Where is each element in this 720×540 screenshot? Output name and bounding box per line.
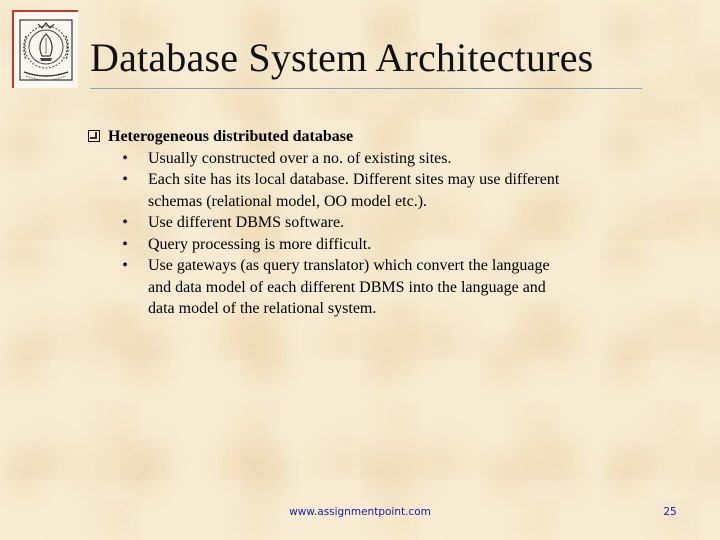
bullet-icon: • — [122, 149, 128, 167]
university-crest-icon — [12, 10, 78, 88]
section-heading-text: Heterogeneous distributed database — [108, 128, 354, 145]
list-item-line: Each site has its local database. Different sites may use different — [148, 171, 560, 188]
checkbox-bullet-icon — [88, 130, 100, 142]
list-item — [86, 212, 646, 234]
bullet-icon: • — [122, 257, 128, 274]
list-item — [86, 234, 646, 256]
page-number: 25 — [663, 506, 677, 518]
list-item — [86, 255, 646, 320]
list-item-line: Use different DBMS software. — [148, 214, 345, 231]
list-item-line: data model of the relational system. — [148, 300, 377, 317]
list-item-line: Query processing is more difficult. — [148, 235, 372, 253]
list-item-line: Usually constructed over a no. of existing sites. — [148, 149, 452, 167]
list-item-line: Use gateways (as query translator) which convert the language — [148, 257, 550, 274]
title-divider — [90, 88, 642, 89]
list-item — [86, 169, 646, 212]
bullet-icon: • — [122, 171, 128, 188]
list-item-line: schemas (relational model, OO model etc.). — [148, 192, 428, 210]
section-heading — [86, 126, 646, 148]
bullet-list — [86, 148, 646, 320]
footer-url: www.assignmentpoint.com — [289, 506, 431, 518]
list-item-line: and data model of each different DBMS into the language and — [148, 278, 546, 296]
slide-content — [86, 126, 646, 320]
bullet-icon: • — [122, 235, 128, 253]
slide-title: Database System Architectures — [90, 35, 594, 80]
bullet-icon: • — [122, 214, 128, 231]
list-item — [86, 148, 646, 170]
